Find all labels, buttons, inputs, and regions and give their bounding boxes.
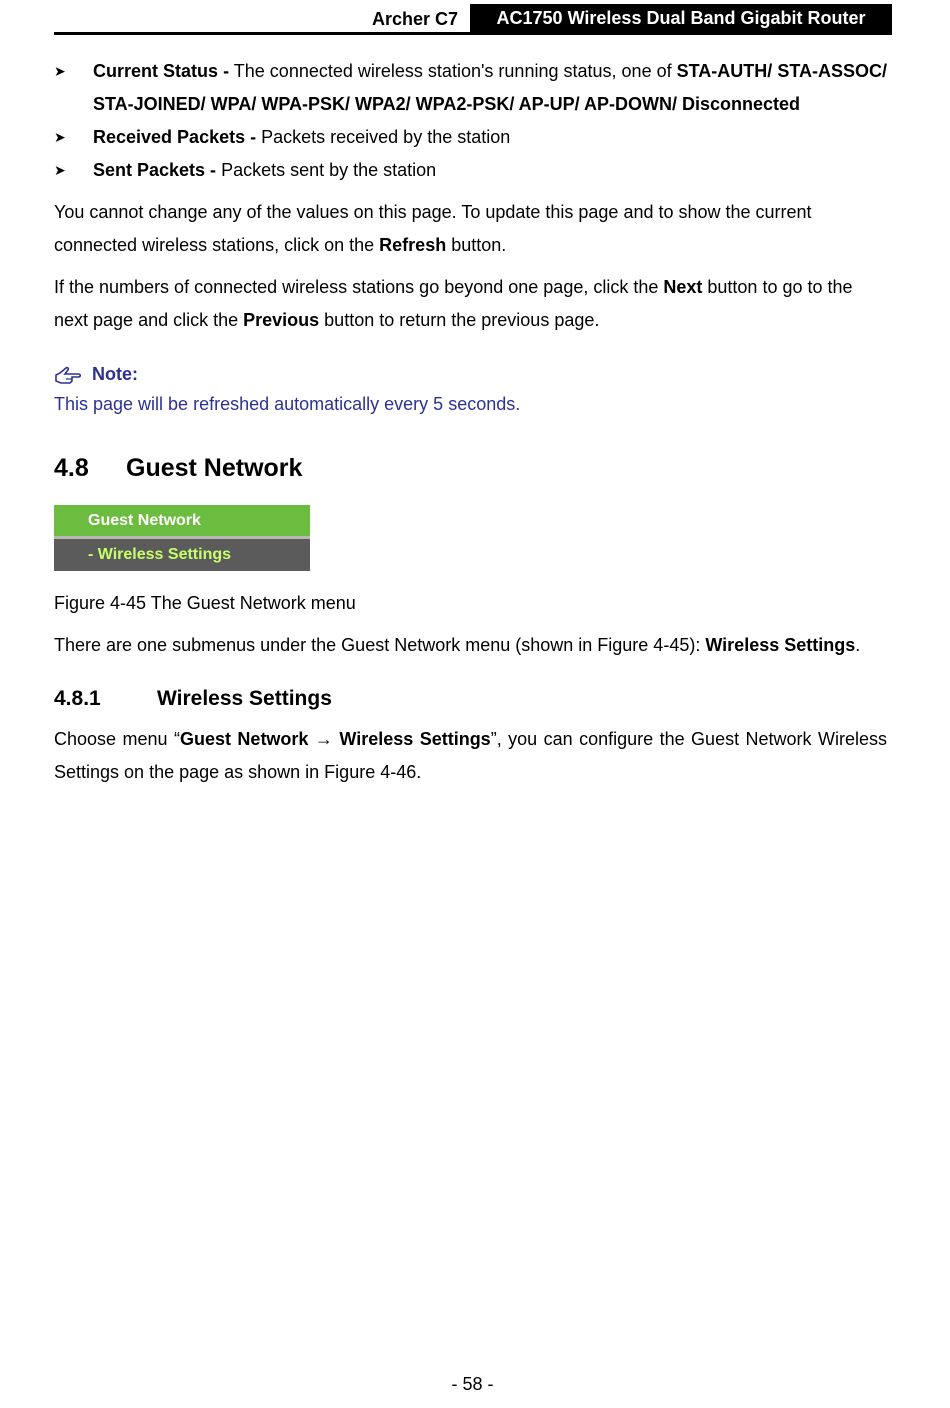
header-product: AC1750 Wireless Dual Band Gigabit Router: [470, 4, 892, 33]
arrow-bullet-icon: ➤: [54, 162, 66, 178]
list-item: [54, 121, 887, 154]
figure-caption: Figure 4-45 The Guest Network menu: [54, 593, 356, 613]
bullet-term: Received Packets -: [93, 127, 257, 147]
pointing-hand-icon: [54, 366, 82, 384]
bullet-status-values: STA-AUTH/ STA-ASSOC/ STA-JOINED/ WPA/ WPA-PSK/ WPA2/ WPA2-PSK/ AP-UP/ AP-DOWN/ Disconnected: [93, 61, 887, 114]
paragraph-choose-menu: Choose menu “Guest Network → Wireless Settings”, you can configure the Guest Network Wireless Settings on the page as shown in Figure 4-46.: [54, 729, 887, 782]
bullet-text: The connected wireless station's running status, one of: [229, 61, 677, 81]
list-item: [54, 154, 887, 187]
menu-wireless-settings: - Wireless Settings: [54, 539, 310, 571]
note-box: [54, 359, 887, 419]
paragraph-refresh: You cannot change any of the values on this page. To update this page and to show the current connected wireless stations, click on the Refresh button.: [54, 202, 812, 255]
arrow-bullet-icon: ➤: [54, 63, 66, 79]
menu-guest-network: Guest Network: [54, 505, 310, 539]
bullet-term: Current Status -: [93, 61, 230, 81]
note-body: This page will be refreshed automatically every 5 seconds.: [54, 394, 521, 414]
field-list: [54, 55, 887, 187]
paragraph-submenus: There are one submenus under the Guest Network menu (shown in Figure 4-45): Wireless Settings.: [54, 635, 861, 655]
list-item: [54, 55, 887, 121]
bullet-text: Packets sent by the station: [216, 160, 437, 180]
arrow-bullet-icon: ➤: [54, 129, 66, 145]
menu-arrow-icon: →: [308, 729, 340, 749]
page-header: [54, 4, 892, 35]
note-title: Note:: [92, 364, 138, 384]
bullet-text: Packets received by the station: [256, 127, 511, 147]
paragraph-paging: If the numbers of connected wireless stations go beyond one page, click the Next button to go to the next page and click the Previous button to return the previous page.: [54, 277, 853, 330]
header-model: Archer C7: [371, 9, 458, 29]
page-number: - 58 -: [451, 1374, 494, 1394]
page-content: [54, 55, 887, 789]
bullet-term: Sent Packets -: [93, 160, 217, 180]
guest-network-menu-figure: [54, 505, 310, 571]
subsection-heading: 4.8.1 Wireless Settings: [54, 687, 332, 710]
section-heading: 4.8 Guest Network: [54, 454, 303, 482]
